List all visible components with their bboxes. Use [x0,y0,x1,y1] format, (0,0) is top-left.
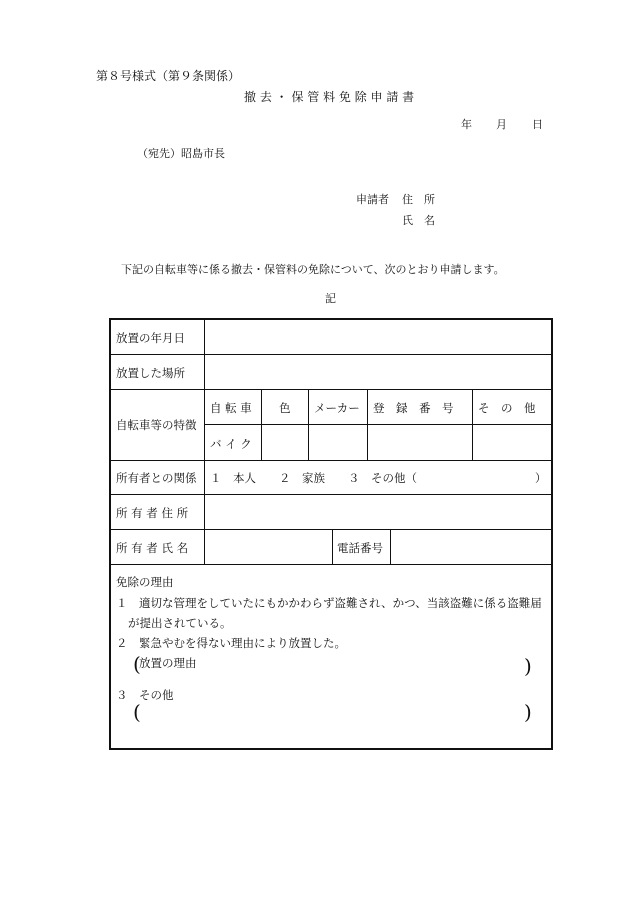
left-paren-other: ( [133,700,141,724]
reason-item-2: ２ 緊急やむを得ない理由により放置した。 [116,636,346,650]
reason-item-2-sub: 放置の理由 [139,656,197,670]
label-maker: メーカー [314,401,360,415]
label-date-abandoned: 放置の年月日 [116,331,185,345]
label-phone: 電話番号 [337,541,383,555]
right-paren-other: ) [524,700,532,724]
relation-options: １ 本人 ２ 家族 ３ その他（ [210,471,417,485]
reasons-heading: 免除の理由 [116,575,174,589]
label-owner-address: 所 有 者 住 所 [116,506,189,520]
label-owner-relation: 所有者との関係 [116,471,197,485]
reason-item-1-line-1: １ 適切な管理をしていたにもかかわらず盗難され、かつ、当該盗難に係る盗難届 [116,596,542,610]
application-form-table [109,318,553,750]
label-registration-number: 登 録 番 号 [373,401,454,415]
relation-close-paren: ） [535,471,547,485]
page-title: 撤 去 ・ 保 管 料 免 除 申 請 書 [244,90,415,104]
form-number: 第８号様式（第９条関係） [96,69,241,83]
reason-item-3: ３ その他 [116,688,174,702]
right-paren-reason: ) [524,654,532,678]
applicant-address-label: 住 所 [402,193,435,206]
label-color: 色 [279,401,291,415]
ki-label: 記 [325,292,336,305]
label-bicycle: 自 転 車 [210,401,252,415]
label-owner-name: 所 有 者 氏 名 [116,541,189,555]
addressee: （宛先）昭島市長 [137,147,225,160]
label-place-abandoned: 放置した場所 [116,366,185,380]
intro-text: 下記の自転車等に係る撤去・保管料の免除について、次のとおり申請します。 [121,263,505,276]
applicant-name-label: 氏 名 [402,214,435,227]
date-day-label: 日 [532,118,543,131]
label-bike: バ イ ク [210,437,252,451]
reason-item-1-line-2: が提出されている。 [128,616,232,630]
label-other: そ の 他 [478,401,536,415]
left-paren-reason: ( [133,652,141,676]
applicant-label: 申請者 [356,193,389,206]
date-month-label: 月 [496,118,507,131]
date-year-label: 年 [461,118,472,131]
label-vehicle-features: 自転車等の特徴 [116,418,197,432]
